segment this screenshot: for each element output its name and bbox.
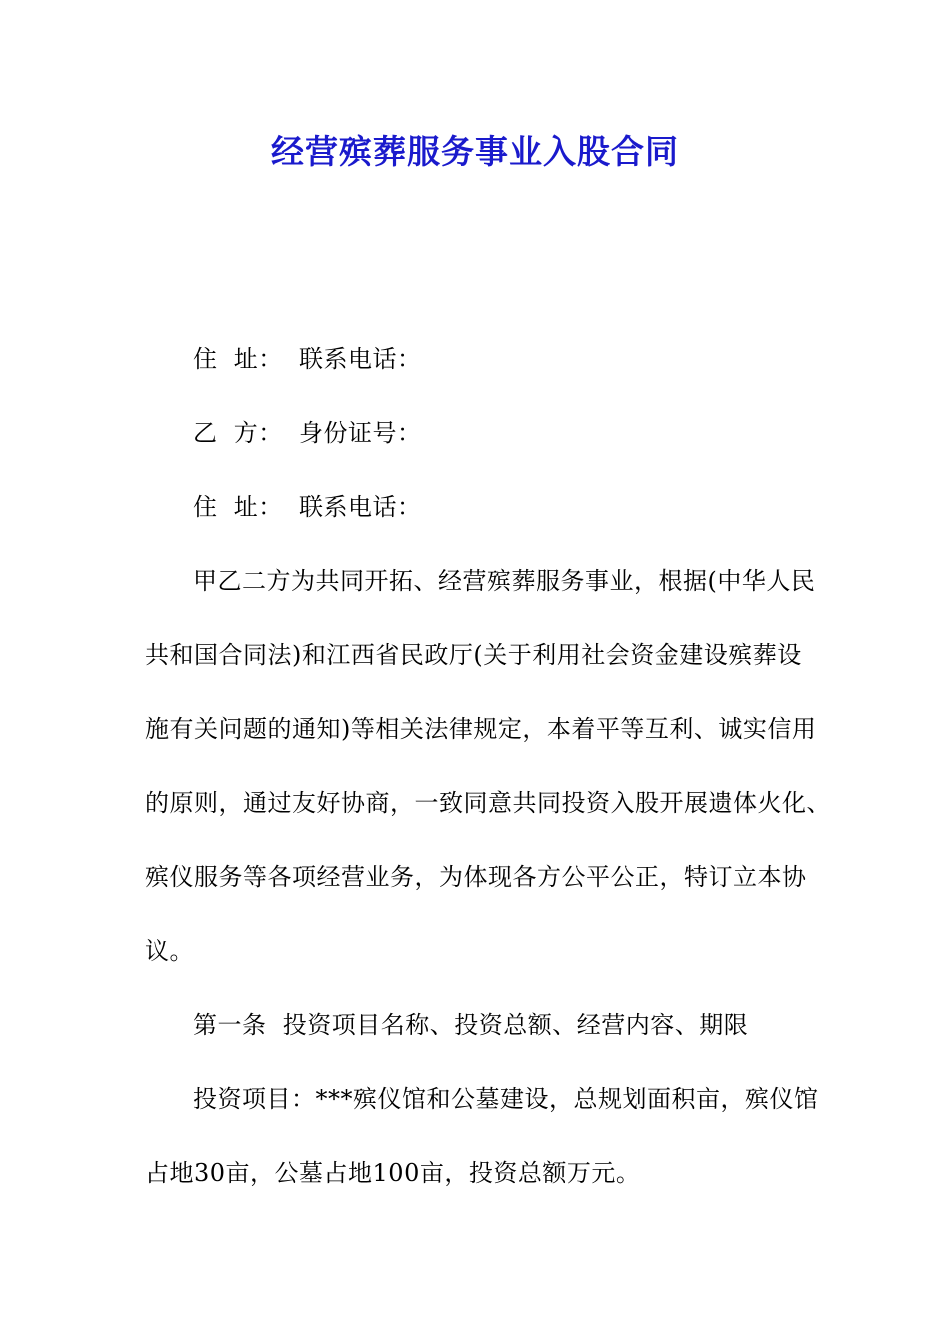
text-line: 住 址： 联系电话： — [193, 345, 422, 373]
document-title: 经营殡葬服务事业入股合同 — [271, 132, 679, 171]
article-heading: 第一条 投资项目名称、投资总额、经营内容、期限 — [193, 1011, 749, 1039]
text-line: 住 址： 联系电话： — [193, 493, 422, 521]
text-line: 乙 方： 身份证号： — [193, 419, 422, 447]
document-body — [145, 337, 831, 1225]
text-line: 施有关问题的通知)等相关法律规定，本着平等互利、诚实信用 — [145, 715, 817, 743]
text-line: 议。 — [145, 937, 194, 965]
text-line: 殡仪服务等各项经营业务，为体现各方公平公正，特订立本协 — [145, 863, 807, 891]
text-line: 共和国合同法)和江西省民政厅(关于利用社会资金建设殡葬设 — [145, 641, 802, 669]
text-line: 占地30亩，公墓占地100亩，投资总额万元。 — [145, 1159, 641, 1187]
text-line: 投资项目：***殡仪馆和公墓建设，总规划面积亩，殡仪馆 — [193, 1085, 819, 1113]
text-line: 甲乙二方为共同开拓、经营殡葬服务事业，根据(中华人民 — [193, 567, 816, 595]
text-line: 的原则，通过友好协商，一致同意共同投资入股开展遗体火化、 — [145, 789, 831, 817]
